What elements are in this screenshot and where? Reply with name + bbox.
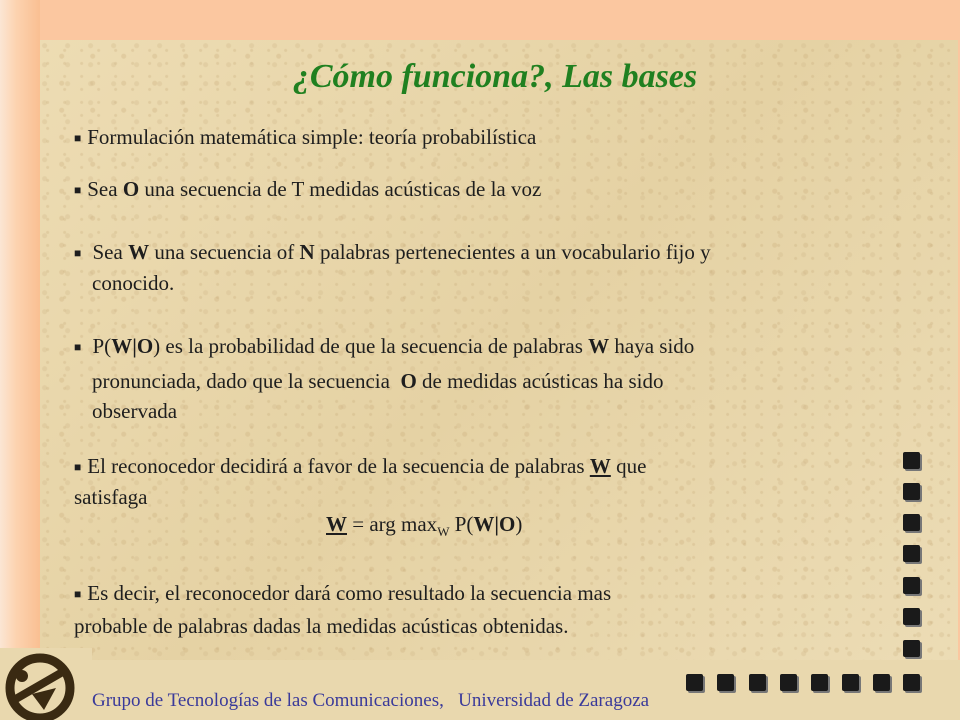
footer-credit: Grupo de Tecnologías de las Comunicaciones, Universidad de Zaragoza — [92, 690, 650, 711]
square-bullet-icon: ■ — [74, 246, 82, 260]
symbol-o: O — [122, 177, 140, 201]
text: Es decir, el reconocedor dará como resultado la secuencia mas — [87, 581, 612, 605]
square-bullet-icon: ■ — [74, 131, 82, 145]
bullet-secuencia-w — [74, 237, 711, 268]
text: Sea — [92, 240, 129, 264]
symbol-w-underlined: W — [589, 454, 611, 478]
text: ) — [515, 512, 523, 536]
subscript-w: W — [437, 524, 450, 540]
square-bullet-icon: ■ — [74, 340, 82, 354]
text: una secuencia de T medidas acústicas de la voz — [139, 177, 542, 201]
square-decoration — [903, 545, 920, 562]
text: P( — [92, 334, 112, 358]
square-decoration — [749, 674, 766, 691]
square-decoration — [780, 674, 797, 691]
bullet-formulacion — [74, 122, 536, 153]
top-band — [0, 0, 960, 40]
text: de medidas acústicas ha sido — [416, 369, 664, 393]
text: pronunciada, dado que la secuencia — [92, 369, 401, 393]
text: P( — [449, 512, 474, 536]
argmax-formula — [326, 512, 522, 540]
university-logo-icon — [0, 648, 92, 720]
symbol-w: W — [128, 240, 150, 264]
text: ) es la probabilidad de que la secuencia de palabras — [153, 334, 589, 358]
text: que — [610, 454, 647, 478]
bullet-secuencia-o — [74, 174, 541, 205]
symbol-o: O — [400, 369, 417, 393]
square-decoration — [903, 577, 920, 594]
bullet-probabilidad-line3: observada — [92, 399, 178, 423]
bullet-es-decir-line2: probable de palabras dadas la medidas acústicas obtenidas. — [74, 614, 569, 638]
text: haya sido — [609, 334, 695, 358]
square-decoration — [903, 640, 920, 657]
symbol-w: W — [588, 334, 610, 358]
text: El reconocedor decidirá a favor de la secuencia de palabras — [87, 454, 590, 478]
symbol-n: N — [299, 240, 315, 264]
square-decoration — [903, 608, 920, 625]
bullet-probabilidad-line2 — [92, 366, 663, 396]
bullet-secuencia-w-line2: conocido. — [92, 271, 175, 295]
square-decoration — [903, 514, 920, 531]
symbol-w: W — [111, 334, 133, 358]
symbol-bar: | — [132, 334, 137, 358]
square-decoration — [811, 674, 828, 691]
text: = arg max — [347, 512, 438, 536]
symbol-w-underlined: W — [326, 512, 347, 536]
bullet-es-decir — [74, 578, 611, 609]
square-bullet-icon: ■ — [74, 460, 82, 474]
square-decoration — [842, 674, 859, 691]
square-decoration — [903, 674, 920, 691]
bullet-probabilidad — [74, 331, 694, 362]
square-decoration — [717, 674, 734, 691]
square-decoration — [873, 674, 890, 691]
bullet-text: Formulación matemática simple: teoría probabilística — [87, 125, 537, 149]
text: una secuencia of — [149, 240, 300, 264]
left-gradient-strip — [0, 0, 40, 720]
slide-title: ¿Cómo funciona?, Las bases — [292, 58, 698, 95]
symbol-o: O — [136, 334, 154, 358]
bullet-reconocedor-line2: satisfaga — [74, 485, 148, 509]
square-decoration — [903, 452, 920, 469]
symbol-bar: | — [494, 512, 500, 536]
square-decoration — [903, 483, 920, 500]
square-bullet-icon: ■ — [74, 587, 82, 601]
text: palabras pertenecientes a un vocabulario fijo y — [314, 240, 711, 264]
bullet-reconocedor — [74, 451, 646, 482]
text: Sea — [87, 177, 123, 201]
symbol-o: O — [499, 512, 516, 536]
symbol-w: W — [473, 512, 495, 536]
square-bullet-icon: ■ — [74, 183, 82, 197]
square-decoration — [686, 674, 703, 691]
